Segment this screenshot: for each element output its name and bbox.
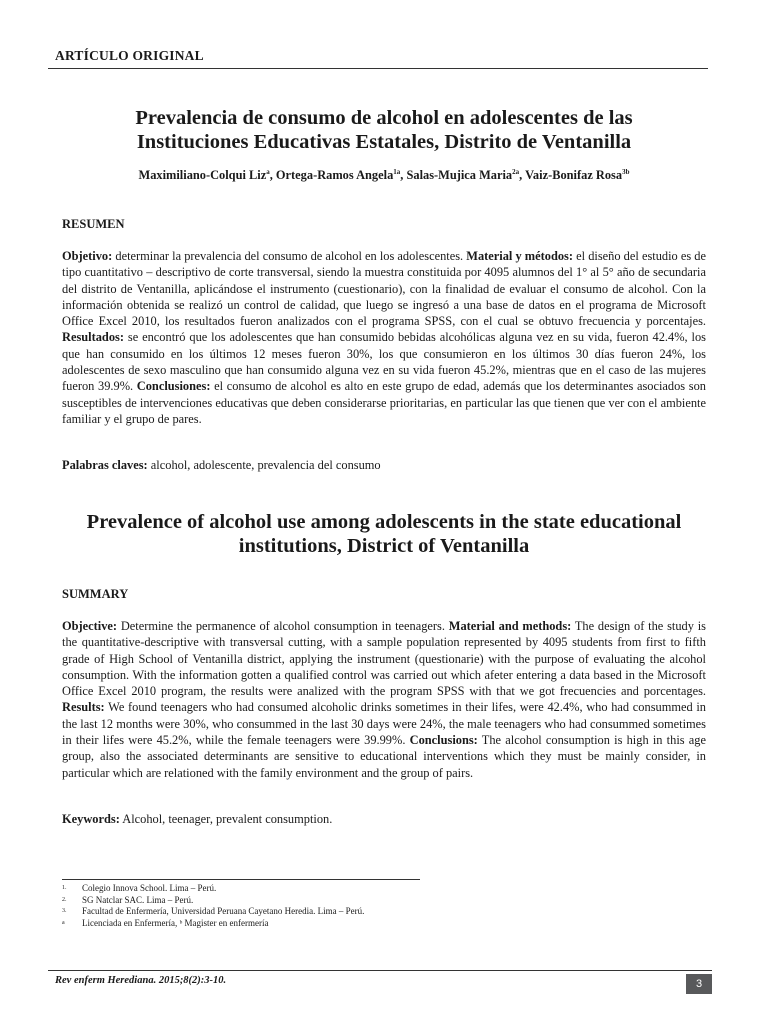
title-english-line-2: institutions, District of Ventanilla	[238, 535, 530, 557]
author-name: Salas-Mujica Maria	[406, 168, 513, 183]
resultados-label: Resultados:	[62, 330, 124, 345]
resumen-body	[62, 248, 706, 427]
title-spanish	[62, 106, 706, 154]
keywords	[62, 812, 706, 827]
conclusions-label: Conclusions:	[409, 733, 478, 748]
author-list	[62, 168, 706, 183]
footnote-text: Licenciada en Enfermería, ᵇ Magister en enfermería	[82, 917, 269, 928]
journal-reference: Rev enferm Herediana. 2015;8(2):3-10.	[55, 975, 227, 986]
metodos-text: el diseño del estudio es de tipo cuantitativo – descriptivo de corte transversal, siendo la muestra constituida por 4095 alumnos del 1° al 5° año de secundaria del distrito de Ventanilla, aplicándose el instrumento (cuestionario), con la finalidad de evaluar el consumo de alcohol. Con la información obtenida se realizó un control de calidad, que luego se ingresó a una base de datos en el programa de Microsoft Office Excel 2010, los resultados fueron analizados con el programa SPSS, con el cual se obtuvo frecuencia y porcentajes.	[62, 249, 707, 329]
footnote-item	[62, 883, 364, 895]
footnote-item	[62, 906, 364, 918]
resultados-text: se encontró que los adolescentes que han consumido bebidas alcohólicas alguna vez en su vida, fueron 42.4%, los que han consumido en los últimos 12 meses fueron 30%, los que consumieron en los últimos 30 días fueron 24%, los adolescentes de sexo masculino que han consumido alguna vez en su vida fueron 45.2%, mientras que en el caso de las mujeres fueron 39.9%.	[62, 330, 706, 394]
footnote-text: Colegio Innova School. Lima – Perú.	[82, 883, 217, 893]
author-affiliation: a	[266, 168, 270, 176]
footnote-number: 3.	[62, 908, 67, 914]
results-label: Results:	[62, 700, 105, 715]
section-label: ARTÍCULO ORIGINAL	[55, 48, 204, 63]
footnote-item	[62, 918, 364, 930]
author-separator: ,	[400, 168, 407, 183]
page-number-badge: 3	[686, 974, 712, 994]
footnote-number: 2.	[62, 896, 67, 903]
palabras-claves	[62, 458, 706, 473]
footnote-number: 1.	[62, 885, 67, 891]
header-divider	[48, 68, 708, 69]
title-spanish-line-1: Prevalencia de consumo de alcohol en adolescentes de las	[135, 107, 633, 129]
footnote-text: SG Natclar SAC. Lima – Perú.	[82, 894, 194, 905]
resumen-heading: RESUMEN	[62, 217, 125, 231]
author-affiliation: 1a	[393, 168, 401, 176]
author-name: Vaiz-Bonifaz Rosa	[525, 168, 623, 183]
methods-text: The design of the study is the quantitative-descriptive with transversal cutting, with a sample population represented by 4095 students from first to fifth grade of High School of Ventanilla district, applying the instrument (questionarie) with the purpose of evaluating the alcohol consumption. With the information gotten a qualified control was carried out which afeter entering a data based in the Microsoft Office Excel 2010 program, the results were analized with the program SPSS with that we got frecuencies and porcentages.	[62, 619, 706, 699]
objetivo-text: determinar la prevalencia del consumo de alcohol en los adolescentes.	[112, 249, 467, 263]
author-separator: ,	[519, 168, 526, 183]
title-spanish-line-2: Instituciones Educativas Estatales, Distrito de Ventanilla	[136, 131, 632, 153]
keywords-text: Alcohol, teenager, prevalent consumption.	[119, 812, 333, 826]
title-english	[62, 510, 706, 558]
summary-heading: SUMMARY	[62, 587, 129, 601]
objective-label: Objective:	[62, 619, 118, 633]
footer-divider	[48, 970, 712, 971]
keywords-label: Keywords:	[62, 812, 120, 826]
metodos-label: Material y métodos:	[466, 249, 573, 263]
footnote-number: a	[62, 919, 65, 926]
results-text: We found teenagers who had consumed alcoholic drinks sometimes in their lifes, were 42.4%, who had consummed in the last 12 months were 30%, who consummed in the last 30 days were 24%, the male teenagers who had consummed sometimes in their lifes were 45.2%, while the female teenagers were 39.99%.	[62, 700, 706, 748]
methods-label: Material and methods:	[448, 619, 572, 633]
author-affiliation: 2a	[512, 168, 520, 176]
footnote-text: Facultad de Enfermería, Universidad Peruana Cayetano Heredia. Lima – Perú.	[82, 906, 365, 916]
author-name: Maximiliano-Colqui Liz	[138, 168, 267, 183]
conclusiones-label: Conclusiones:	[136, 379, 211, 394]
conclusions-text: The alcohol consumption is high in this age group, also the associated determinants are sensitive to educational interventions which they must be mainly consider, in particular which are relationed with the family environment and the group of pairs.	[62, 733, 706, 780]
title-english-line-1: Prevalence of alcohol use among adolescents in the state educational	[86, 511, 682, 533]
palabras-claves-label: Palabras claves:	[62, 458, 148, 472]
objective-text: Determine the permanence of alcohol consumption in teenagers.	[117, 619, 449, 633]
author-name: Ortega-Ramos Angela	[275, 168, 394, 183]
palabras-claves-text: alcohol, adolescente, prevalencia del consumo	[147, 458, 381, 472]
conclusiones-text: el consumo de alcohol es alto en este grupo de edad, además que los determinantes asociados son susceptibles de intervenciones educativas que deben considerarse prioritarias, en particular las que tienen que ver con el ambiente familiar y el grupo de pares.	[62, 379, 706, 426]
summary-body	[62, 618, 706, 781]
author-affiliation: 3b	[622, 168, 630, 176]
footnote-list	[62, 883, 364, 929]
footnote-item	[62, 895, 364, 907]
footnote-divider	[62, 879, 420, 880]
objetivo-label: Objetivo:	[62, 249, 113, 263]
author-separator: ,	[269, 168, 276, 183]
